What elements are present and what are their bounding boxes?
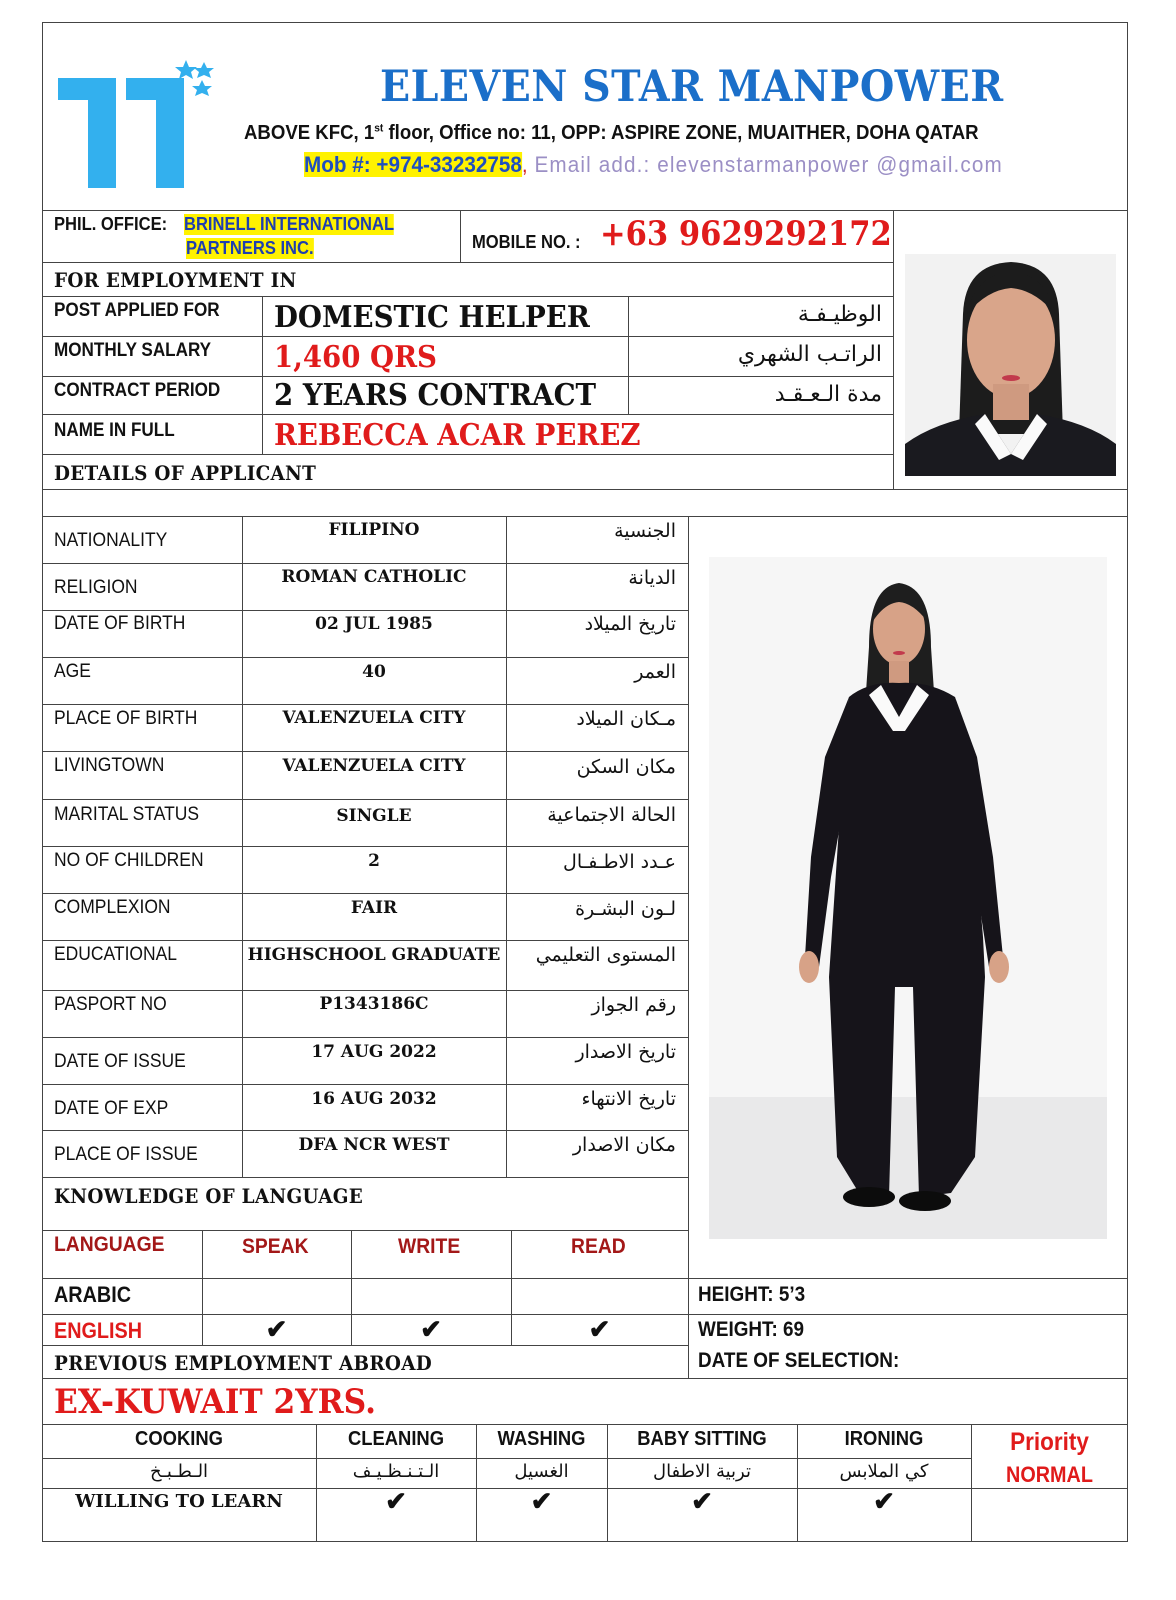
expiry-date-arabic: تاريخ الانتهاء [581,1088,676,1110]
divider [893,210,894,490]
english-language-label: ENGLISH [54,1318,143,1343]
livingtown-value: VALENZUELA CITY [282,756,466,776]
marital-value: SINGLE [336,806,412,826]
previous-employment-title: PREVIOUS EMPLOYMENT ABROAD [54,1351,433,1375]
speak-header: SPEAK [242,1235,309,1258]
priority-value: NORMAL [1006,1462,1093,1487]
religion-value: ROMAN CATHOLIC [281,567,467,587]
divider [42,893,688,894]
complexion-arabic: لـون البشـرة [575,898,676,920]
passport-value: P1343186C [319,994,429,1014]
priority-label: Priority [1010,1428,1089,1456]
issue-place-arabic: مكان الاصدار [572,1134,676,1156]
skill-header-ironing: IRONING [844,1428,924,1450]
nationality-arabic: الجنسية [614,520,676,542]
mobile-number: Mob #: +974-33232758 [304,152,522,177]
birthplace-value: VALENZUELA CITY [282,708,466,728]
divider [42,1424,1128,1425]
divider [42,751,688,752]
education-arabic: المستوى التعليمي [535,944,676,966]
phil-office-name-line2: PARTNERS INC. [186,238,314,258]
phil-office-label: PHIL. OFFICE: [54,214,168,234]
nationality-label: NATIONALITY [54,530,168,551]
divider [42,1458,972,1459]
details-section-title: DETAILS OF APPLICANT [54,461,317,485]
post-arabic: الوظيـفـة [797,302,882,327]
skill-header-washing: WASHING [497,1428,586,1450]
divider [262,296,263,454]
skill-arabic-washing: الغسيل [514,1461,569,1482]
selection-date-label: DATE OF SELECTION: [698,1349,900,1372]
mobile-label: MOBILE NO. : [472,232,581,252]
babysitting-check-icon: ✔ [691,1486,713,1516]
divider [42,704,688,705]
company-address [244,122,979,145]
salary-label: MONTHLY SALARY [54,340,212,361]
willing-to-learn-label: WILLING TO LEARN [75,1491,283,1512]
divider [42,296,894,297]
marital-label: MARITAL STATUS [54,804,200,825]
contract-arabic: مدة الـعـقـد [774,382,882,407]
divider [42,1177,688,1178]
divider [42,1230,688,1231]
livingtown-label: LIVINGTOWN [54,755,165,776]
previous-employment-value: EX-KUWAIT 2YRS. [54,1382,376,1422]
expiry-date-label: DATE OF EXP [54,1098,169,1119]
marital-arabic: الحالة الاجتماعية [547,804,676,826]
fullname-value: REBECCA ACAR PEREZ [274,418,641,453]
contract-label: CONTRACT PERIOD [54,380,221,401]
expiry-date-value: 16 AUG 2032 [311,1089,437,1109]
write-header: WRITE [398,1235,461,1258]
issue-date-label: DATE OF ISSUE [54,1051,186,1072]
divider [42,516,1128,517]
employment-section-title: FOR EMPLOYMENT IN [54,268,297,292]
divider [42,610,688,611]
divider [42,1378,1128,1379]
post-value: DOMESTIC HELPER [274,300,590,335]
passport-arabic: رقم الجواز [591,994,676,1016]
salary-arabic: الراتـب الشهري [737,342,882,367]
divider [42,1130,688,1131]
divider [42,940,688,941]
divider [42,262,894,263]
skill-arabic-ironing: كي الملابس [839,1461,929,1482]
applicant-full-body-photo [709,557,1107,1239]
skill-arabic-cooking: الـطـبـخ [149,1461,209,1482]
complexion-value: FAIR [350,898,398,918]
divider [42,563,688,564]
divider [42,657,688,658]
nationality-value: FILIPINO [328,520,420,540]
divider [42,336,894,337]
skill-header-babysitting: BABY SITTING [637,1428,767,1450]
age-label: AGE [54,661,91,682]
fullname-label: NAME IN FULL [54,420,175,441]
divider [42,1037,688,1038]
divider [688,516,689,1230]
divider [42,454,894,455]
birthplace-label: PLACE OF BIRTH [54,708,198,729]
height-value: HEIGHT: 5’3 [698,1283,806,1306]
read-header: READ [571,1235,626,1258]
language-header: LANGUAGE [54,1233,165,1256]
divider [42,1345,688,1346]
religion-arabic: الديانة [628,567,676,589]
divider [42,210,1128,211]
language-section-title: KNOWLEDGE OF LANGUAGE [54,1184,364,1208]
children-arabic: عـدد الاطـفـال [563,851,676,873]
address-part: floor, Office no: 11, OPP: ASPIRE ZONE, MUAITHER, DOHA QATAR [383,122,979,144]
birthdate-arabic: تاريخ الميلاد [584,613,676,635]
skill-header-cooking: COOKING [135,1428,223,1450]
arabic-language-label: ARABIC [54,1282,132,1307]
divider [460,210,461,262]
skill-arabic-babysitting: تربية الاطفال [652,1461,751,1482]
birthdate-label: DATE OF BIRTH [54,613,186,634]
cleaning-check-icon: ✔ [385,1486,407,1516]
divider [42,414,894,415]
age-value: 40 [362,662,386,682]
contract-value: 2 YEARS CONTRACT [274,378,597,413]
skill-header-cleaning: CLEANING [347,1428,445,1450]
issue-place-label: PLACE OF ISSUE [54,1144,198,1165]
divider [42,990,688,991]
email-address: Email add.: elevenstarmanpower @gmail.com [527,152,1003,177]
weight-value: WEIGHT: 69 [698,1318,805,1341]
divider [688,1230,689,1378]
ironing-check-icon: ✔ [873,1486,895,1516]
company-contact [304,152,1003,178]
address-superscript: st [374,122,384,135]
divider [42,846,688,847]
children-label: NO OF CHILDREN [54,850,204,871]
livingtown-arabic: مكان السكن [576,756,676,778]
children-value: 2 [368,851,380,871]
divider [476,1424,477,1542]
religion-label: RELIGION [54,577,138,598]
divider [42,1084,688,1085]
divider [316,1424,317,1542]
birthplace-arabic: مـكان الميلاد [576,708,676,730]
issue-place-value: DFA NCR WEST [298,1135,450,1155]
issue-date-value: 17 AUG 2022 [311,1042,437,1062]
divider [797,1424,798,1542]
contact-separator: , [521,152,528,177]
divider [42,799,688,800]
skill-arabic-cleaning: الـتـنـظـيـف [352,1461,440,1482]
company-name: ELEVEN STAR MANPOWER [380,62,1004,112]
english-speak-check-icon: ✔ [265,1314,288,1344]
divider [628,296,629,414]
phil-office-name: BRINELL INTERNATIONAL [184,214,395,234]
english-read-check-icon: ✔ [588,1314,611,1344]
divider [971,1424,972,1542]
education-label: EDUCATIONAL [54,944,178,965]
age-arabic: العمر [634,661,676,683]
issue-date-arabic: تاريخ الاصدار [575,1041,676,1063]
complexion-label: COMPLEXION [54,897,171,918]
birthdate-value: 02 JUL 1985 [315,614,433,634]
mobile-value: +63 9629292172 [600,214,892,254]
divider [42,376,894,377]
divider [42,1278,1128,1279]
salary-value: 1,460 QRS [274,340,437,375]
address-part: ABOVE KFC, 1 [244,122,375,144]
company-logo [58,58,218,188]
divider [607,1424,608,1542]
applicant-headshot-photo [905,254,1116,476]
divider [42,489,1128,490]
passport-label: PASPORT NO [54,994,167,1015]
post-label: POST APPLIED FOR [54,300,220,321]
education-value: HIGHSCHOOL GRADUATE [247,945,501,965]
washing-check-icon: ✔ [530,1486,553,1516]
english-write-check-icon: ✔ [420,1314,442,1344]
